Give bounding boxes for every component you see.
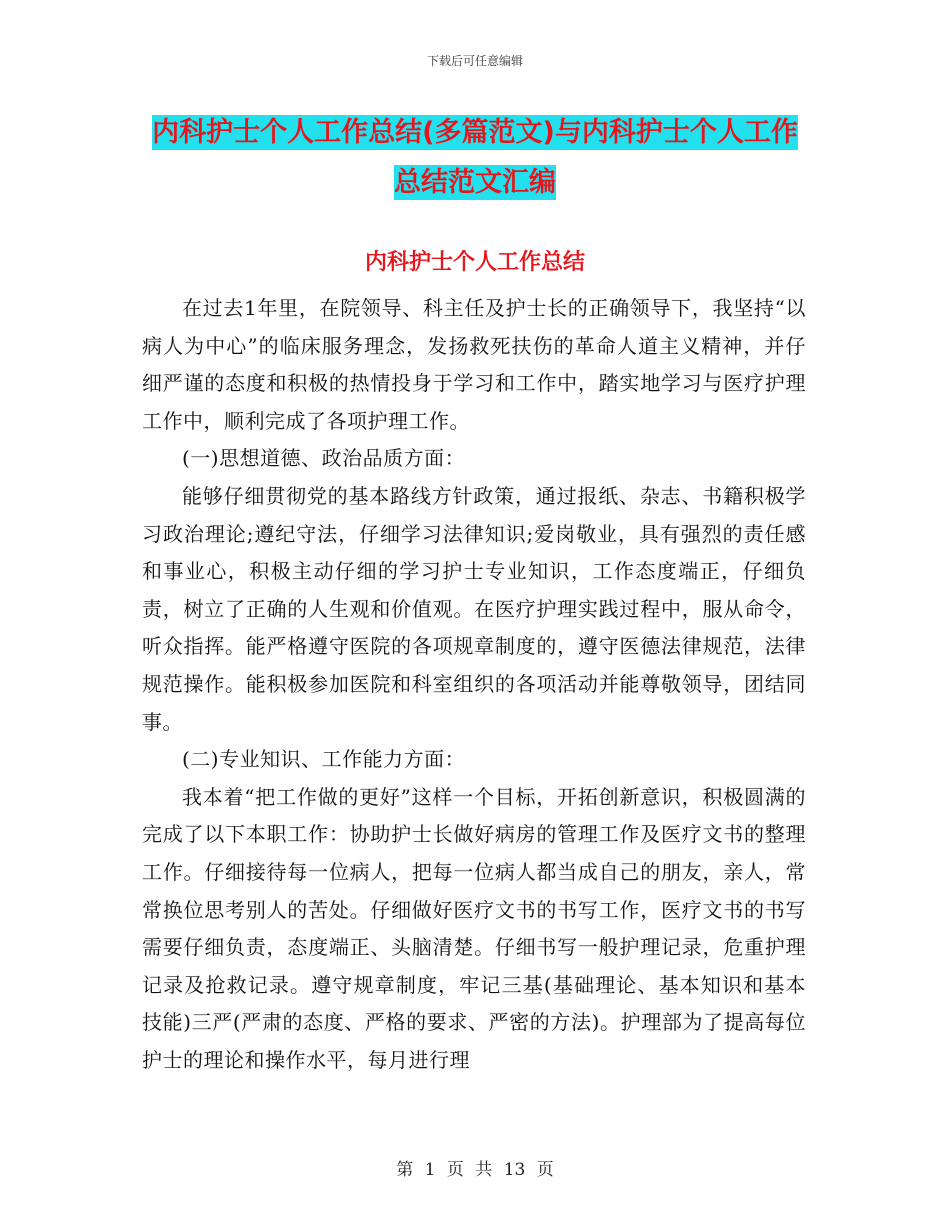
paragraph-heading: (一)思想道德、政治品质方面： bbox=[182, 446, 466, 471]
paragraph: 我本着“把工作做的更好”这样一个目标，开拓创新意识，积极圆满的完成了以下本职工作：协助护士长做好病房的管理工作及医疗文书的整理工作。仔细接待每一位病人，把每一位病人都当成自己的朋友，亲人，常常换位思考别人的苦处。仔细做好医疗文书的书写工作，医疗文书的书写需要仔细负责，态度端正、头脑清楚。仔细书写一般护理记录，危重护理记录及抢救记录。遵守规章制度，牢记三基(基础理论、基本知识和基本技能)三严(严肃的态度、严格的要求、严密的方法)。护理部为了提高每位护士的理论和操作水平，每月进行理 bbox=[142, 784, 806, 1072]
document-title bbox=[140, 108, 810, 208]
paragraph: 能够仔细贯彻党的基本路线方针政策，通过报纸、杂志、书籍积极学习政治理论;遵纪守法，仔细学习法律知识;爱岗敬业，具有强烈的责任感和事业心，积极主动仔细的学习护士专业知识，工作态度端正，仔细负责，树立了正确的人生观和价值观。在医疗护理实践过程中，服从命令，听众指挥。能严格遵守医院的各项规章制度的，遵守医德法律规范，法律规范操作。能积极参加医院和科室组织的各项活动并能尊敬领导，团结同事。 bbox=[142, 483, 806, 734]
header-note: 下载后可任意编辑 bbox=[426, 54, 523, 68]
paragraph-heading: (二)专业知识、工作能力方面： bbox=[182, 747, 466, 772]
document-title-text: 内科护士个人工作总结(多篇范文)与内科护士个人工作总结范文汇编 bbox=[152, 117, 798, 198]
document-body bbox=[142, 290, 806, 1079]
section-title: 内科护士个人工作总结 bbox=[364, 250, 585, 275]
page-number: 第 1 页 共 13 页 bbox=[396, 1160, 554, 1180]
paragraph: 在过去1年里，在院领导、科主任及护士长的正确领导下，我坚持“以病人为中心”的临床服务理念，发扬救死扶伤的革命人道主义精神，并仔细严谨的态度和积极的热情投身于学习和工作中，踏实地学习与医疗护理工作中，顺利完成了各项护理工作。 bbox=[142, 296, 806, 433]
